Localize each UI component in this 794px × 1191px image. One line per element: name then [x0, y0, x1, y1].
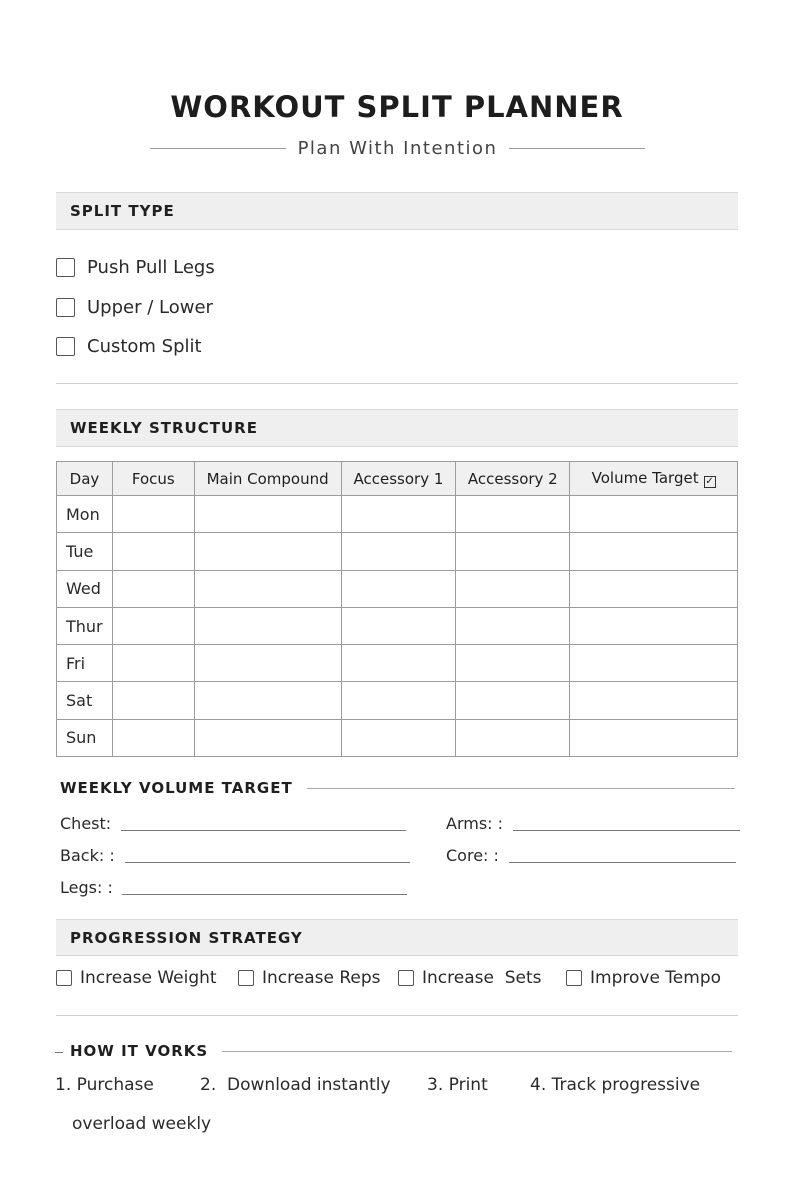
accessory-2-cell[interactable]: [456, 533, 570, 570]
main-compound-cell[interactable]: [194, 719, 341, 756]
day-cell: Sun: [57, 719, 113, 756]
table-row: [57, 682, 738, 719]
checkbox-icon[interactable]: [238, 970, 254, 986]
volume-target-label: Volume Target: [591, 469, 699, 487]
arms-input-line[interactable]: [513, 830, 740, 831]
how-it-works-heading: HOW IT VORKS: [70, 1042, 209, 1060]
main-compound-cell[interactable]: [194, 570, 341, 607]
progression-option-label: Increase Weight: [80, 968, 217, 988]
volume-target-cell[interactable]: [570, 570, 738, 607]
accessory-1-cell[interactable]: [341, 682, 456, 719]
split-option-label: Upper / Lower: [87, 297, 213, 318]
split-option-custom[interactable]: [56, 336, 202, 357]
focus-cell[interactable]: [112, 570, 194, 607]
progression-option-label: Improve Tempo: [590, 968, 722, 988]
day-cell: Fri: [57, 645, 113, 682]
step-4-continued: overload weekly: [72, 1114, 212, 1134]
column-header-focus: Focus: [112, 462, 194, 496]
column-header-accessory-1: Accessory 1: [341, 462, 456, 496]
volume-target-cell[interactable]: [570, 607, 738, 644]
day-cell: Sat: [57, 682, 113, 719]
split-option-push-pull-legs[interactable]: [56, 257, 215, 278]
day-cell: Tue: [57, 533, 113, 570]
accessory-2-cell[interactable]: [456, 570, 570, 607]
heading-dash: [55, 1052, 63, 1053]
accessory-1-cell[interactable]: [341, 645, 456, 682]
focus-cell[interactable]: [112, 719, 194, 756]
accessory-2-cell[interactable]: [456, 682, 570, 719]
weekly-volume-heading-row: [60, 779, 735, 797]
checkbox-icon[interactable]: [56, 298, 75, 317]
checkbox-icon[interactable]: [56, 337, 75, 356]
progression-options: [56, 968, 738, 992]
how-it-works-heading-row: [70, 1042, 732, 1060]
step-1: 1. Purchase: [55, 1075, 154, 1095]
step-2: 2. Download instantly: [200, 1075, 391, 1095]
table-row: [57, 645, 738, 682]
checkbox-icon[interactable]: [398, 970, 414, 986]
weekly-structure-table: [56, 461, 738, 757]
progression-option-tempo[interactable]: [566, 968, 721, 988]
chest-label: Chest:: [60, 814, 112, 833]
progression-option-label: Increase Sets: [422, 968, 542, 988]
section-divider: [56, 383, 738, 384]
page-title: WORKOUT SPLIT PLANNER: [170, 90, 624, 124]
accessory-1-cell[interactable]: [341, 533, 456, 570]
progression-option-label: Increase Reps: [262, 968, 381, 988]
split-option-label: Push Pull Legs: [87, 257, 215, 278]
weekly-volume-heading: WEEKLY VOLUME TARGET: [60, 779, 293, 797]
focus-cell[interactable]: [112, 533, 194, 570]
progression-option-sets[interactable]: [398, 968, 542, 988]
heading-rule: [222, 1051, 732, 1052]
table-row: [57, 719, 738, 756]
back-label: Back: :: [60, 846, 115, 865]
accessory-1-cell[interactable]: [341, 496, 456, 533]
column-header-accessory-2: Accessory 2: [456, 462, 570, 496]
checkbox-checked-icon: ✓: [705, 476, 714, 487]
subtitle-right-rule: [509, 148, 645, 149]
table-row: [57, 533, 738, 570]
table-row: [57, 570, 738, 607]
section-divider: [56, 1015, 738, 1016]
subtitle-left-rule: [150, 148, 286, 149]
day-cell: Wed: [57, 570, 113, 607]
volume-target-cell[interactable]: [570, 682, 738, 719]
chest-input-line[interactable]: [121, 830, 406, 831]
day-cell: Thur: [57, 607, 113, 644]
accessory-2-cell[interactable]: [456, 607, 570, 644]
accessory-1-cell[interactable]: [341, 607, 456, 644]
progression-option-reps[interactable]: [238, 968, 381, 988]
accessory-1-cell[interactable]: [341, 570, 456, 607]
progression-option-weight[interactable]: [56, 968, 217, 988]
main-compound-cell[interactable]: [194, 645, 341, 682]
checkbox-icon[interactable]: [566, 970, 582, 986]
main-compound-cell[interactable]: [194, 496, 341, 533]
back-field[interactable]: [60, 846, 410, 865]
split-type-heading: SPLIT TYPE: [56, 192, 738, 230]
heading-rule: [307, 788, 735, 789]
core-input-line[interactable]: [509, 862, 736, 863]
checkbox-icon[interactable]: [56, 970, 72, 986]
accessory-1-cell[interactable]: [341, 719, 456, 756]
back-input-line[interactable]: [125, 862, 410, 863]
column-header-volume-target: [570, 462, 738, 496]
volume-target-cell[interactable]: [570, 645, 738, 682]
legs-field[interactable]: [60, 878, 407, 897]
arms-label: Arms: :: [446, 814, 504, 833]
accessory-2-cell[interactable]: [456, 645, 570, 682]
page-subtitle: Plan With Intention: [297, 137, 498, 159]
step-3: 3. Print: [427, 1075, 488, 1095]
column-header-day: Day: [57, 462, 113, 496]
focus-cell[interactable]: [112, 607, 194, 644]
subtitle-row: [150, 136, 645, 160]
legs-input-line[interactable]: [122, 894, 407, 895]
main-compound-cell[interactable]: [194, 682, 341, 719]
volume-target-cell[interactable]: [570, 533, 738, 570]
focus-cell[interactable]: [112, 682, 194, 719]
split-option-upper-lower[interactable]: [56, 297, 213, 318]
accessory-2-cell[interactable]: [456, 496, 570, 533]
legs-label: Legs: :: [60, 878, 113, 897]
weekly-structure-heading: WEEKLY STRUCTURE: [56, 409, 738, 447]
day-cell: Mon: [57, 496, 113, 533]
focus-cell[interactable]: [112, 645, 194, 682]
focus-cell[interactable]: [112, 496, 194, 533]
volume-target-cell[interactable]: [570, 719, 738, 756]
arms-field[interactable]: [446, 814, 740, 833]
volume-target-cell[interactable]: [570, 496, 738, 533]
core-field[interactable]: [446, 846, 736, 865]
checkbox-icon[interactable]: [56, 258, 75, 277]
table-row: [57, 496, 738, 533]
column-header-main-compound: Main Compound: [194, 462, 341, 496]
progression-heading: PROGRESSION STRATEGY: [56, 919, 738, 956]
table-header-row: [57, 462, 738, 496]
chest-field[interactable]: [60, 814, 406, 833]
main-compound-cell[interactable]: [194, 533, 341, 570]
core-label: Core: :: [446, 846, 499, 865]
split-option-label: Custom Split: [87, 336, 202, 357]
table-row: [57, 607, 738, 644]
step-4: 4. Track progressive: [530, 1075, 701, 1095]
main-compound-cell[interactable]: [194, 607, 341, 644]
accessory-2-cell[interactable]: [456, 719, 570, 756]
